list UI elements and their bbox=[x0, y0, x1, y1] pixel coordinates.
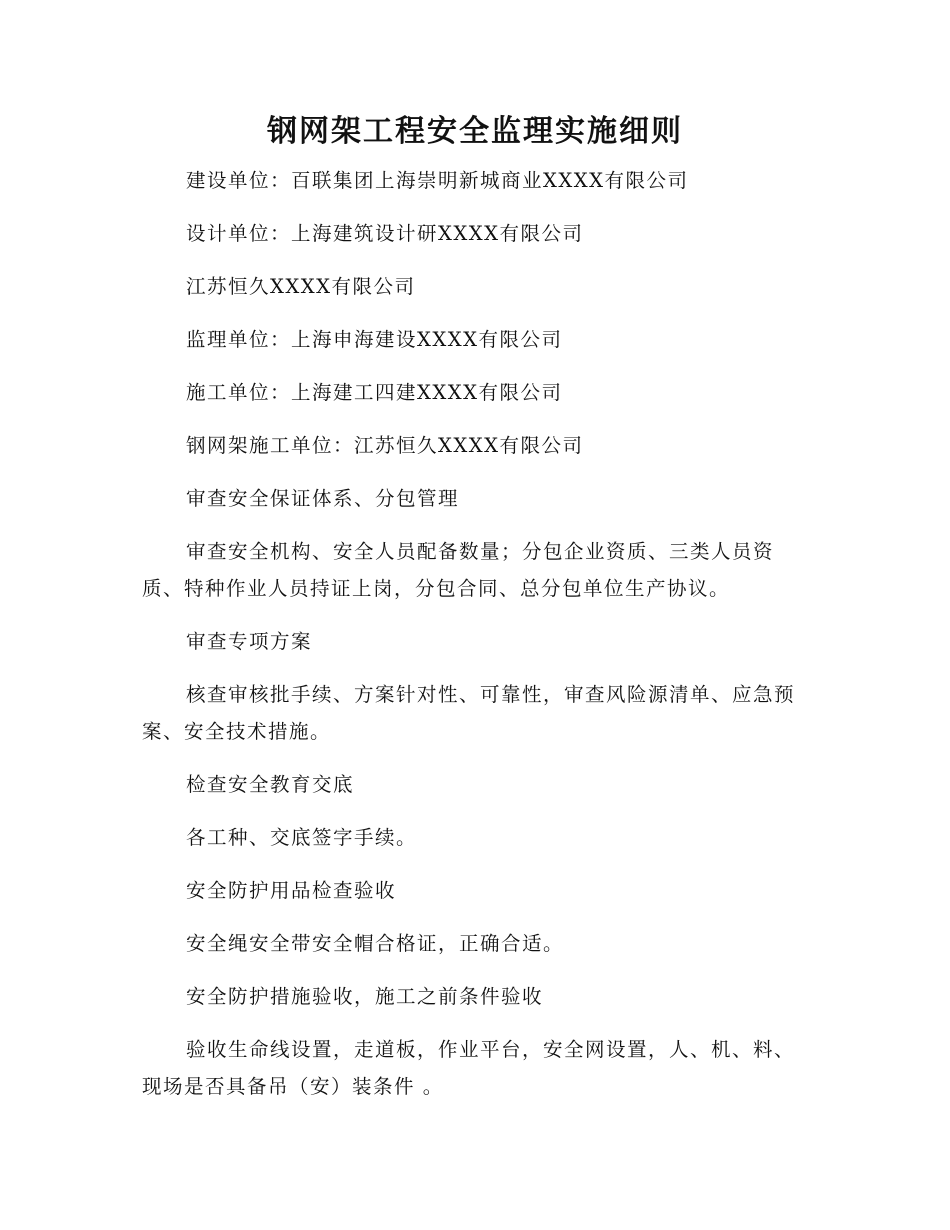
paragraph-supervision-unit: 监理单位：上海申海建设XXXX有限公司 bbox=[186, 328, 563, 351]
document-body bbox=[142, 162, 802, 1121]
paragraph-protective-measures: 验收生命线设置，走道板，作业平台，安全网设置，人、机、料、现场是否具备吊（安）装条件 。 bbox=[142, 1038, 796, 1098]
paragraph-special-plan: 核查审核批手续、方案针对性、可靠性，审查风险源清单、应急预案、安全技术措施。 bbox=[142, 683, 796, 743]
paragraph-design-unit: 设计单位：上海建筑设计研XXXX有限公司 bbox=[186, 222, 584, 245]
paragraph-owner-unit: 建设单位：百联集团上海崇明新城商业XXXX有限公司 bbox=[186, 169, 689, 192]
paragraph-safety-education: 各工种、交底签字手续。 bbox=[186, 826, 418, 849]
paragraph-construction-unit: 施工单位：上海建工四建XXXX有限公司 bbox=[186, 381, 563, 404]
heading-special-plan: 审查专项方案 bbox=[186, 630, 313, 653]
paragraph-jiangsu-company: 江苏恒久XXXX有限公司 bbox=[186, 275, 416, 298]
heading-protective-measures: 安全防护措施验收，施工之前条件验收 bbox=[186, 985, 544, 1008]
heading-safety-system: 审查安全保证体系、分包管理 bbox=[186, 487, 460, 510]
heading-safety-education: 检查安全教育交底 bbox=[186, 773, 355, 796]
paragraph-protective-equipment: 安全绳安全带安全帽合格证，正确合适。 bbox=[186, 932, 565, 955]
heading-protective-equipment: 安全防护用品检查验收 bbox=[186, 879, 397, 902]
paragraph-steel-grid-unit: 钢网架施工单位：江苏恒久XXXX有限公司 bbox=[186, 434, 584, 457]
document-title: 钢网架工程安全监理实施细则 bbox=[267, 114, 683, 149]
paragraph-safety-system: 审查安全机构、安全人员配备数量；分包企业资质、三类人员资质、特种作业人员持证上岗，分包合同、总分包单位生产协议。 bbox=[142, 540, 775, 600]
